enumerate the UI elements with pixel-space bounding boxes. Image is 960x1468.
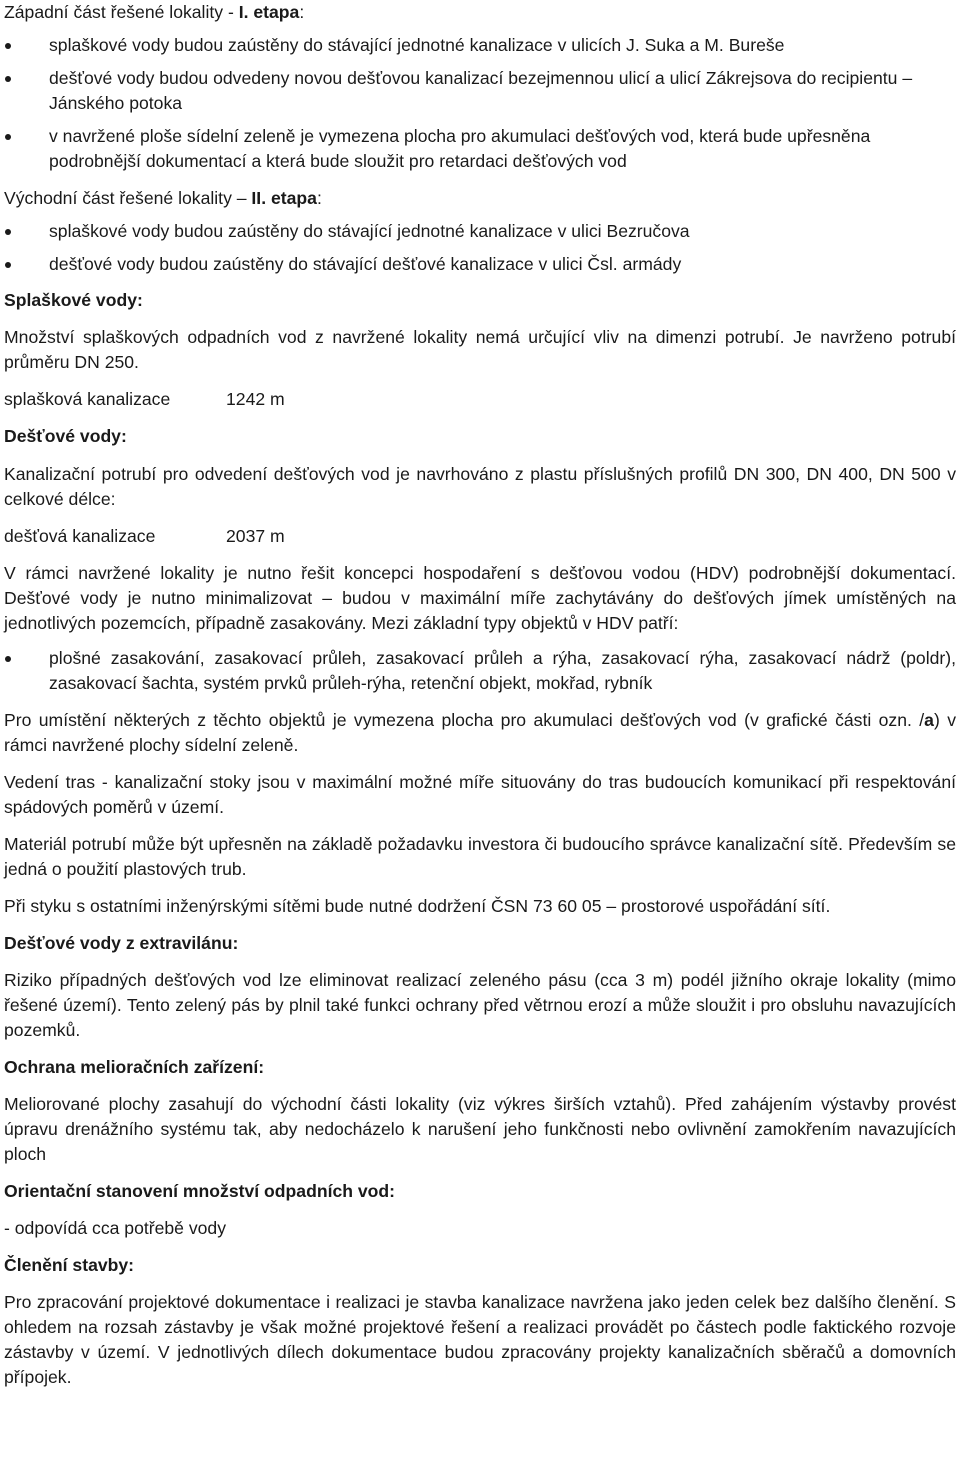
material-text: Materiál potrubí může být upřesněn na základě požadavku investora či budoucího správce kanalizační sítě. Především se jedná o použití plastových trub. bbox=[4, 834, 956, 879]
sewage-heading: Splaškové vody: bbox=[4, 290, 143, 310]
area-text: Pro umístění některých z těchto objektů je vymezena plocha pro akumulaci dešťových vod (v grafické části ozn. /a) v rámci navržené plochy sídelní zeleně. bbox=[4, 710, 956, 755]
list-item: dešťové vody budou odvedeny novou dešťovou kanalizací bezejmennou ulicí a ulicí Zákrejsova do recipientu – Jánského potoka bbox=[4, 66, 956, 116]
rain-text: Kanalizační potrubí pro odvedení dešťových vod je navrhováno z plastu příslušných profilů DN 300, DN 400, DN 500 v celkové délce: bbox=[4, 464, 956, 509]
bullet-icon bbox=[5, 656, 11, 662]
waste-heading: Orientační stanovení množství odpadních vod: bbox=[4, 1181, 396, 1201]
list-item: v navržené ploše sídelní zeleně je vymezena plocha pro akumulaci dešťových vod, která bude upřesněna podrobnější dokumentací a která bude sloužit pro retardaci dešťových vod bbox=[4, 124, 956, 174]
west-title: Západní část řešené lokality - I. etapa: bbox=[4, 2, 305, 22]
west-list bbox=[4, 33, 956, 174]
division-heading: Členění stavby: bbox=[4, 1255, 135, 1275]
division-text: Pro zpracování projektové dokumentace i realizaci je stavba kanalizace navržena jako jeden celek bez dalšího členění. S ohledem na rozsah zástavby je však možné projektové řešení a realizaci provádět po částech podle faktického rozvoje zástavby v území. V jednotlivých dílech dokumentace budou zpracovány projekty kanalizačních sběračů a domovních přípojek. bbox=[4, 1292, 956, 1387]
sewage-text: Množství splaškových odpadních vod z navržené lokality nemá určující vliv na dimenzi potrubí. Je navrženo potrubí průměru DN 250. bbox=[4, 327, 956, 372]
extravilan-text: Riziko případných dešťových vod lze eliminovat realizací zeleného pásu (cca 3 m) podél jižního okraje lokality (mimo řešené území). Tento zelený pás by plnil také funkci ochrany před větrnou erozí a může sloužit i pro obsluhu navazujících pozemků. bbox=[4, 970, 956, 1040]
extravilan-heading: Dešťové vody z extravilánu: bbox=[4, 933, 239, 953]
bullet-icon bbox=[5, 134, 11, 140]
east-list bbox=[4, 219, 956, 277]
bullet-icon bbox=[5, 43, 11, 49]
waste-text: - odpovídá cca potřebě vody bbox=[4, 1218, 227, 1238]
rain-heading: Dešťové vody: bbox=[4, 426, 127, 446]
rain-length: dešťová kanalizace 2037 m bbox=[4, 526, 285, 546]
melio-heading: Ochrana melioračních zařízení: bbox=[4, 1057, 265, 1077]
sewage-length: splašková kanalizace 1242 m bbox=[4, 389, 285, 409]
list-item: splaškové vody budou zaústěny do stávající jednotné kanalizace v ulicích J. Suka a M. Bureše bbox=[4, 33, 956, 58]
list-item: plošné zasakování, zasakovací průleh, zasakovací průleh a rýha, zasakovací rýha, zasakovací nádrž (poldr), zasakovací šachta, systém prvků průleh-rýha, retenční objekt, mokřad, rybník bbox=[4, 646, 956, 696]
list-item: splaškové vody budou zaústěny do stávající jednotné kanalizace v ulici Bezručova bbox=[4, 219, 956, 244]
list-item: dešťové vody budou zaústěny do stávající dešťové kanalizace v ulici Čsl. armády bbox=[4, 252, 956, 277]
bullet-icon bbox=[5, 262, 11, 268]
bullet-icon bbox=[5, 229, 11, 235]
hdv-text: V rámci navržené lokality je nutno řešit koncepci hospodaření s dešťovou vodou (HDV) podrobnější dokumentací. Dešťové vody je nutno minimalizovat – budou v maximální míře zachytávány do dešťových jímek umístěných na jednotlivých pozemcích, případně zasakovány. Mezi základní typy objektů v HDV patří: bbox=[4, 563, 956, 633]
csn-text: Při styku s ostatními inženýrskými sítěmi bude nutné dodržení ČSN 73 60 05 – prostorové uspořádání sítí. bbox=[4, 896, 831, 916]
melio-text: Meliorované plochy zasahují do východní části lokality (viz výkres širších vztahů). Před zahájením výstavby provést úpravu drenážního systému tak, aby nedocházelo k narušení jeho funkčnosti nebo ovlivnění zamokřením navazujících ploch bbox=[4, 1094, 956, 1164]
routes-text: Vedení tras - kanalizační stoky jsou v maximální možné míře situovány do tras budoucích komunikací při respektování spádových poměrů v území. bbox=[4, 772, 956, 817]
bullet-icon bbox=[5, 76, 11, 82]
hdv-list bbox=[4, 646, 956, 696]
east-title: Východní část řešené lokality – II. etapa: bbox=[4, 188, 322, 208]
